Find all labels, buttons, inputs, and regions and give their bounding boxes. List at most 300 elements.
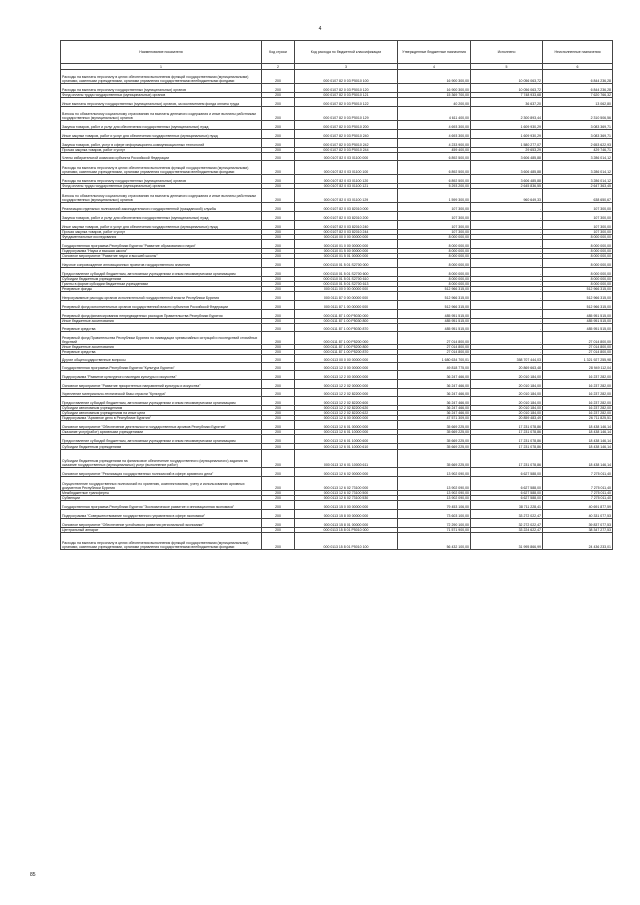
row-classification-code: 000 0113 12 6 01 10000 600 xyxy=(295,435,398,444)
table-row xyxy=(61,259,613,268)
row-code: 200 xyxy=(262,254,295,259)
row-name: Расходы на выплаты персоналу в целях обеспечения выполнения функций государственными (муниципальными) органами, казенными учреждениями, органами управления государственными внебюджетными фондами xyxy=(61,70,262,84)
row-classification-code: 000 0113 00 0 00 00000 000 xyxy=(295,355,398,363)
row-code: 200 xyxy=(262,450,295,468)
row-code: 200 xyxy=(262,363,295,371)
row-name: Подпрограмма "Совершенствование государственного управления в сфере экономики" xyxy=(61,510,262,519)
row-remaining: 485 951 515,00 xyxy=(543,324,613,332)
row-code: 200 xyxy=(262,221,295,230)
row-remaining: 16 237 282,00 xyxy=(543,397,613,406)
row-remaining: 8 000 000,00 xyxy=(543,240,613,249)
row-approved: 35 669 225,00 xyxy=(398,421,471,430)
row-executed: 33 272 022,47 xyxy=(471,510,543,519)
row-name: Гранты в форме субсидии бюджетным учреждениям xyxy=(61,282,262,287)
row-classification-code: 000 0107 82 0 03 Р5010 240 xyxy=(295,130,398,139)
row-classification-code: 000 0111 87 1 00 Р5200 000 xyxy=(295,332,398,345)
row-code: 200 xyxy=(262,435,295,444)
table-row xyxy=(61,468,613,477)
row-name: Реализация отдельных полномочий законодательного государственной (гражданской) службы xyxy=(61,203,262,212)
row-remaining: 27 014 800,00 xyxy=(543,345,613,350)
row-remaining: 18 438 146,14 xyxy=(543,430,613,435)
row-approved: 27 014 800,00 xyxy=(398,345,471,350)
row-remaining: 40 691 877,59 xyxy=(543,501,613,510)
row-approved: 8 000 000,00 xyxy=(398,259,471,268)
row-approved: 36 247 466,00 xyxy=(398,380,471,389)
row-executed: 3 606 485,88 xyxy=(471,161,543,175)
table-header-row xyxy=(61,41,613,64)
row-remaining: 16 237 282,00 xyxy=(543,406,613,411)
row-classification-code: 000 0107 82 0 03 82010 240 xyxy=(295,221,398,230)
row-code: 200 xyxy=(262,287,295,292)
row-remaining: 39 837 077,53 xyxy=(543,519,613,528)
row-code: 200 xyxy=(262,98,295,107)
table-row xyxy=(61,435,613,444)
row-executed: 36 637,20 xyxy=(471,98,543,107)
row-name: Основное мероприятие "Реализация государственных полномочий в сфере архивного дела" xyxy=(61,468,262,477)
row-name: Иные бюджетные ассигнования xyxy=(61,345,262,350)
row-approved: 4 693 300,00 xyxy=(398,121,471,130)
row-code: 200 xyxy=(262,477,295,491)
row-executed: 33 224 622,47 xyxy=(471,528,543,533)
row-executed: 2 645 836,55 xyxy=(471,184,543,189)
table-row xyxy=(61,397,613,406)
table-row xyxy=(61,221,613,230)
row-code: 200 xyxy=(262,240,295,249)
table-row xyxy=(61,292,613,301)
row-approved: 36 247 466,00 xyxy=(398,389,471,397)
table-row xyxy=(61,363,613,371)
row-name: Центральный аппарат xyxy=(61,528,262,533)
row-approved: 512 966 315,00 xyxy=(398,301,471,310)
row-executed: - xyxy=(471,282,543,287)
row-remaining: 8 000 000,00 xyxy=(543,259,613,268)
row-executed: 17 231 078,86 xyxy=(471,421,543,430)
table-row xyxy=(61,175,613,184)
table-row xyxy=(61,355,613,363)
row-name: Расходы на выплаты персоналу государственных (муниципальных) органов xyxy=(61,84,262,93)
row-code: 200 xyxy=(262,411,295,416)
row-classification-code: 000 0113 12 6 00 00000 000 xyxy=(295,416,398,421)
row-approved: 27 014 800,00 xyxy=(398,350,471,355)
row-name: Взносы по обязательному социальному страхованию на выплаты денежного содержания и иные выплаты работникам государственных (муниципальных) органов xyxy=(61,189,262,203)
row-approved: 13 902 090,00 xyxy=(398,477,471,491)
table-row xyxy=(61,380,613,389)
row-remaining: 107 300,00 xyxy=(543,221,613,230)
row-name: Закупка товаров, работ и услуг для обеспечения государственных (муниципальных) нужд xyxy=(61,212,262,221)
row-classification-code: 000 0113 12 2 02 82200 600 xyxy=(295,397,398,406)
row-name: Субвенции xyxy=(61,496,262,501)
row-code: 200 xyxy=(262,310,295,319)
row-classification-code: 000 0107 82 0 03 Р5010 120 xyxy=(295,84,398,93)
row-executed: - xyxy=(471,301,543,310)
row-remaining: 7 275 011,40 xyxy=(543,491,613,496)
row-name: Субсидии автономным учреждениям на иные цели xyxy=(61,411,262,416)
row-approved: 13 902 090,00 xyxy=(398,468,471,477)
row-code: 200 xyxy=(262,430,295,435)
row-name: Расходы на выплаты персоналу в целях обеспечения выполнения функций государственными (муниципальными) органами, казенными учреждениями, органами управления государственными внебюджетными фондами xyxy=(61,161,262,175)
row-executed: 17 231 078,86 xyxy=(471,430,543,435)
row-executed: - xyxy=(471,203,543,212)
row-name: Фонд оплаты труда государственных (муниципальных) органов xyxy=(61,184,262,189)
row-remaining: 27 014 800,00 xyxy=(543,332,613,345)
row-approved: 40 200,00 xyxy=(398,98,471,107)
row-name: Иные выплаты персоналу государственных (муниципальных) органов, за исключением фонда оплаты труда xyxy=(61,98,262,107)
table-row xyxy=(61,450,613,468)
table-row xyxy=(61,416,613,421)
table-row xyxy=(61,212,613,221)
row-name: Субсидии бюджетным учреждениям xyxy=(61,444,262,450)
row-code: 200 xyxy=(262,184,295,189)
row-remaining: 107 300,00 xyxy=(543,230,613,235)
row-executed: - xyxy=(471,324,543,332)
row-remaining: 2 653 622,93 xyxy=(543,139,613,148)
row-classification-code: 000 0111 87 1 00 Р5200 870 xyxy=(295,350,398,355)
row-code: 200 xyxy=(262,491,295,496)
header-approved: Утвержденные бюджетные назначения xyxy=(398,41,471,64)
row-classification-code: 000 0107 82 0 03 Р5010 122 xyxy=(295,98,398,107)
row-remaining: 26 711 825,51 xyxy=(543,416,613,421)
row-name: Иные закупки товаров, работ и услуг для обеспечения государственных (муниципальных) нужд xyxy=(61,130,262,139)
row-remaining: 18 438 146,14 xyxy=(543,450,613,468)
row-executed: - xyxy=(471,259,543,268)
row-remaining: 7 275 011,40 xyxy=(543,477,613,491)
row-name: Резервные фонды xyxy=(61,287,262,292)
row-executed: - xyxy=(471,319,543,324)
row-executed: - xyxy=(471,249,543,254)
table-row xyxy=(61,203,613,212)
row-classification-code: 000 0113 12 0 00 00000 000 xyxy=(295,363,398,371)
row-classification-code: 000 0111 87 1 00 00000 000 xyxy=(295,301,398,310)
row-executed: 20 869 663,48 xyxy=(471,363,543,371)
row-code: 200 xyxy=(262,282,295,287)
row-approved: 8 000 000,00 xyxy=(398,235,471,240)
table-row xyxy=(61,240,613,249)
table-row xyxy=(61,411,613,416)
row-code: 200 xyxy=(262,212,295,221)
row-code: 200 xyxy=(262,189,295,203)
row-name: Резервные средства xyxy=(61,324,262,332)
row-approved: 485 951 515,00 xyxy=(398,310,471,319)
row-executed: 17 231 078,86 xyxy=(471,435,543,444)
row-name: Расходы на выплаты персоналу государственных (муниципальных) органов xyxy=(61,175,262,184)
table-row xyxy=(61,301,613,310)
row-executed: 3 606 485,88 xyxy=(471,153,543,161)
row-name: Оказание услуг(работ) архивными учреждениями xyxy=(61,430,262,435)
row-approved: 4 693 300,00 xyxy=(398,130,471,139)
row-executed: 20 010 184,00 xyxy=(471,380,543,389)
row-executed: - xyxy=(471,240,543,249)
row-remaining: 8 000 000,00 xyxy=(543,282,613,287)
row-name: Прочая закупка товаров, работ и услуг xyxy=(61,230,262,235)
row-classification-code: 000 0113 15 8 01 Р5010 000 xyxy=(295,528,398,533)
row-code: 200 xyxy=(262,468,295,477)
row-code: 200 xyxy=(262,107,295,121)
row-approved: 36 247 466,00 xyxy=(398,406,471,411)
row-code: 200 xyxy=(262,301,295,310)
row-name: Взносы по обязательному социальному страхованию на выплаты денежного содержания и иные выплаты работникам государственных (муниципальных) органов xyxy=(61,107,262,121)
row-remaining: 18 438 146,14 xyxy=(543,444,613,450)
row-executed: - xyxy=(471,310,543,319)
row-classification-code: 000 0113 12 6 02 73100 530 xyxy=(295,496,398,501)
row-classification-code: 000 0110 01 5 01 00000 000 xyxy=(295,254,398,259)
row-approved: 16 900 300,00 xyxy=(398,70,471,84)
row-approved: 6 892 500,00 xyxy=(398,161,471,175)
row-executed: 6 627 588,00 xyxy=(471,496,543,501)
table-row xyxy=(61,510,613,519)
row-remaining: 7 275 011,40 xyxy=(543,496,613,501)
row-name: Непрограммные расходы органов исполнительной государственной власти Республики Бурятия xyxy=(61,292,262,301)
table-row xyxy=(61,84,613,93)
row-approved: 47 571 309,00 xyxy=(398,416,471,421)
row-name: Осуществление государственных полномочий по хранению, комплектованию, учету и использованию архивных документов Республики Бурятия xyxy=(61,477,262,491)
row-classification-code: 000 0111 87 1 00 Р5030 870 xyxy=(295,324,398,332)
row-executed: 10 056 063,72 xyxy=(471,70,543,84)
table-row xyxy=(61,501,613,510)
table-row xyxy=(61,161,613,175)
row-approved: 8 000 000,00 xyxy=(398,249,471,254)
column-number: 1 xyxy=(61,64,262,70)
column-number: 2 xyxy=(262,64,295,70)
row-code: 200 xyxy=(262,121,295,130)
budget-execution-table xyxy=(60,40,613,550)
row-executed: 20 010 184,00 xyxy=(471,371,543,380)
row-executed: 358 707 444,03 xyxy=(471,355,543,363)
row-classification-code: 000 0107 82 0 03 82010 244 xyxy=(295,230,398,235)
row-executed: 6 627 588,00 xyxy=(471,468,543,477)
row-classification-code: 000 0113 12 6 02 00000 000 xyxy=(295,468,398,477)
table-row xyxy=(61,371,613,380)
row-remaining: 8 000 000,00 xyxy=(543,254,613,259)
row-executed: - xyxy=(471,292,543,301)
row-approved: 36 247 466,00 xyxy=(398,371,471,380)
row-approved: 13 902 090,00 xyxy=(398,496,471,501)
row-classification-code: 000 0110 01 5 01 S2700 613 xyxy=(295,282,398,287)
row-code: 200 xyxy=(262,496,295,501)
row-approved: 4 233 900,00 xyxy=(398,139,471,148)
row-classification-code: 000 0113 12 6 02 73100 500 xyxy=(295,491,398,496)
row-approved: 35 669 225,00 xyxy=(398,444,471,450)
row-name: Субсидии бюджетным учреждениям на финансовое обеспечение государственного (муниципального) задания на оказание государственных (муниципальных) услуг (выполнение работ) xyxy=(61,450,262,468)
row-name: Государственная программа Республики Бурятия "Культура Бурятии" xyxy=(61,363,262,371)
row-remaining: 16 237 282,00 xyxy=(543,380,613,389)
row-remaining: 1 321 927 255,98 xyxy=(543,355,613,363)
row-name: Расходы на выплаты персоналу в целях обеспечения выполнения функций государственными (муниципальными) органами, казенными учреждениями, органами управления государственными внебюджетными фондами xyxy=(61,533,262,550)
row-executed: 7 748 933,68 xyxy=(471,93,543,98)
row-remaining: 107 300,00 xyxy=(543,203,613,212)
table-row xyxy=(61,389,613,397)
row-approved: 8 000 000,00 xyxy=(398,282,471,287)
row-classification-code: 000 0113 12 2 02 00000 000 xyxy=(295,380,398,389)
row-approved: 15 369 700,00 xyxy=(398,93,471,98)
row-classification-code: 000 0111 87 1 00 Р5030 000 xyxy=(295,310,398,319)
row-name: Иные закупки товаров, работ и услуг для обеспечения государственных (муниципальных) нужд xyxy=(61,221,262,230)
row-classification-code: 000 0113 15 8 01 Р5010 100 xyxy=(295,533,398,550)
table-row xyxy=(61,70,613,84)
row-executed: 20 010 184,00 xyxy=(471,406,543,411)
row-executed: - xyxy=(471,212,543,221)
row-approved: 107 300,00 xyxy=(398,203,471,212)
row-name: Укрепление материально-технической базы отрасли "Культура" xyxy=(61,389,262,397)
row-classification-code: 000 0107 82 0 03 01100 121 xyxy=(295,184,398,189)
row-remaining: 3 083 369,71 xyxy=(543,121,613,130)
row-classification-code: 000 0107 82 0 03 Р5010 200 xyxy=(295,121,398,130)
row-code: 200 xyxy=(262,371,295,380)
row-approved: 107 300,00 xyxy=(398,212,471,221)
row-code: 200 xyxy=(262,277,295,282)
row-approved: 8 000 000,00 xyxy=(398,277,471,282)
table-row xyxy=(61,533,613,550)
row-approved: 5 293 200,00 xyxy=(398,184,471,189)
row-remaining: 16 237 282,00 xyxy=(543,371,613,380)
footer-page-number: 85 xyxy=(30,872,36,878)
row-executed: 20 010 184,00 xyxy=(471,397,543,406)
row-classification-code: 000 0113 12 2 02 82200 000 xyxy=(295,389,398,397)
row-executed: 31 995 866,99 xyxy=(471,533,543,550)
row-executed: 17 231 078,86 xyxy=(471,450,543,468)
row-code: 200 xyxy=(262,148,295,153)
row-code: 200 xyxy=(262,380,295,389)
row-code: 200 xyxy=(262,70,295,84)
row-remaining: 13 062,80 xyxy=(543,98,613,107)
column-number: 3 xyxy=(295,64,398,70)
row-executed: 20 010 184,00 xyxy=(471,411,543,416)
row-remaining: 638 650,67 xyxy=(543,189,613,203)
row-name: Подпрограмма "Наука и высшая школа" xyxy=(61,249,262,254)
row-classification-code: 000 0107 82 0 03 01100 120 xyxy=(295,175,398,184)
row-classification-code: 000 0107 82 0 03 01100 100 xyxy=(295,161,398,175)
row-remaining: 512 966 315,00 xyxy=(543,287,613,292)
row-approved: 13 902 090,00 xyxy=(398,491,471,496)
header-executed: Исполнено xyxy=(471,41,543,64)
row-name: Прочая закупка товаров, работ и услуг xyxy=(61,148,262,153)
row-classification-code: 000 0107 82 0 03 Р5010 129 xyxy=(295,107,398,121)
row-remaining: 429 746,71 xyxy=(543,148,613,153)
row-approved: 27 014 800,00 xyxy=(398,332,471,345)
row-classification-code: 000 0113 12 6 02 73100 000 xyxy=(295,477,398,491)
row-classification-code: 000 0113 15 8 00 00000 000 xyxy=(295,510,398,519)
row-remaining: 512 966 315,00 xyxy=(543,292,613,301)
row-code: 200 xyxy=(262,533,295,550)
row-classification-code: 000 0113 12 6 01 10000 611 xyxy=(295,450,398,468)
row-remaining: 6 844 236,28 xyxy=(543,70,613,84)
row-remaining: 16 237 282,00 xyxy=(543,389,613,397)
header-name: Наименование показателя xyxy=(61,41,262,64)
row-name: Фундаментальные исследования xyxy=(61,235,262,240)
header-code: Код строки xyxy=(262,41,295,64)
row-name: Государственная программа Республики Бурятия "Экономическое развитие и инновационная экономика" xyxy=(61,501,262,510)
row-remaining: 27 014 800,00 xyxy=(543,350,613,355)
row-classification-code: 000 0110 00 0 00 00000 000 xyxy=(295,235,398,240)
row-executed: - xyxy=(471,287,543,292)
row-name: Закупка товаров, работ и услуг для обеспечения государственных (муниципальных) нужд xyxy=(61,121,262,130)
row-classification-code: 000 0107 82 0 03 82010 000 xyxy=(295,203,398,212)
table-row xyxy=(61,107,613,121)
row-name: Научное сопровождение инновационных проектов государственного значения xyxy=(61,259,262,268)
table-row xyxy=(61,139,613,148)
row-name: Подпрограмма "Развитие культурного наследия культуры и искусства" xyxy=(61,371,262,380)
row-approved: 459 400,00 xyxy=(398,148,471,153)
row-code: 200 xyxy=(262,528,295,533)
row-approved: 35 669 225,00 xyxy=(398,435,471,444)
row-name: Межбюджетные трансферты xyxy=(61,491,262,496)
row-classification-code: 000 0113 15 8 01 00000 000 xyxy=(295,519,398,528)
row-name: Иные бюджетные ассигнования xyxy=(61,319,262,324)
row-name: Основное мероприятие "Обеспечение деятельности государственных архивов Республики Бурятия" xyxy=(61,421,262,430)
row-code: 200 xyxy=(262,230,295,235)
row-name: Субсидии автономным учреждениям xyxy=(61,406,262,411)
row-executed: 20 010 184,00 xyxy=(471,389,543,397)
row-classification-code: 000 0107 82 0 03 Р5010 100 xyxy=(295,70,398,84)
row-approved: 512 966 315,00 xyxy=(398,292,471,301)
row-code: 200 xyxy=(262,421,295,430)
row-executed: 2 300 893,44 xyxy=(471,107,543,121)
row-remaining: 3 286 014,12 xyxy=(543,175,613,184)
row-classification-code: 000 0110 01 5 00 00000 000 xyxy=(295,249,398,254)
row-remaining: 3 083 369,71 xyxy=(543,130,613,139)
row-code: 200 xyxy=(262,355,295,363)
table-row xyxy=(61,130,613,139)
row-executed: 6 627 588,00 xyxy=(471,477,543,491)
row-code: 200 xyxy=(262,416,295,421)
row-classification-code: 000 0107 82 0 03 Р5010 242 xyxy=(295,139,398,148)
row-name: Резервные средства xyxy=(61,350,262,355)
row-classification-code: 000 0111 87 1 00 Р5030 800 xyxy=(295,319,398,324)
row-approved: 8 000 000,00 xyxy=(398,268,471,277)
page-number: 4 xyxy=(318,26,322,32)
row-classification-code: 000 0113 12 2 02 82200 620 xyxy=(295,406,398,411)
row-code: 200 xyxy=(262,249,295,254)
row-remaining: 2 310 506,56 xyxy=(543,107,613,121)
row-executed: - xyxy=(471,345,543,350)
row-approved: 71 571 900,00 xyxy=(398,528,471,533)
row-code: 200 xyxy=(262,139,295,148)
row-executed: - xyxy=(471,332,543,345)
row-executed: 20 859 483,49 xyxy=(471,416,543,421)
row-remaining: 28 949 112,04 xyxy=(543,363,613,371)
row-approved: 4 611 400,00 xyxy=(398,107,471,121)
row-approved: 6 892 500,00 xyxy=(398,175,471,184)
row-approved: 49 818 775,00 xyxy=(398,363,471,371)
row-executed: 17 231 078,86 xyxy=(471,444,543,450)
row-remaining: 3 286 014,12 xyxy=(543,153,613,161)
row-executed: - xyxy=(471,221,543,230)
row-remaining: 16 237 282,00 xyxy=(543,411,613,416)
row-approved: 485 951 515,00 xyxy=(398,319,471,324)
row-code: 200 xyxy=(262,93,295,98)
row-classification-code: 000 0111 87 1 00 Р5200 800 xyxy=(295,345,398,350)
table-row xyxy=(61,93,613,98)
row-approved: 1 680 634 700,01 xyxy=(398,355,471,363)
row-code: 200 xyxy=(262,324,295,332)
row-name: Предоставление субсидий бюджетным, автономным учреждениям и иным некоммерческим организациям xyxy=(61,435,262,444)
table-row xyxy=(61,98,613,107)
row-name: Основное мероприятие "Обеспечение устойчивого развития региональной экономики" xyxy=(61,519,262,528)
row-code: 200 xyxy=(262,345,295,350)
row-remaining: 512 966 315,00 xyxy=(543,301,613,310)
table-body xyxy=(61,70,613,550)
table-row xyxy=(61,184,613,189)
row-name: Другие общегосударственные вопросы xyxy=(61,355,262,363)
row-code: 200 xyxy=(262,175,295,184)
row-remaining: 6 844 236,28 xyxy=(543,84,613,93)
row-classification-code: 000 0107 82 0 03 Р5010 121 xyxy=(295,93,398,98)
row-name: Предоставление субсидий бюджетным, автономным учреждениям и иным некоммерческим организациям xyxy=(61,397,262,406)
row-name: Члены избирательной комиссии субъекта Российской Федерации xyxy=(61,153,262,161)
row-approved: 16 900 300,00 xyxy=(398,84,471,93)
row-executed: - xyxy=(471,230,543,235)
row-classification-code: 000 0111 87 0 00 00000 000 xyxy=(295,292,398,301)
row-executed: 1 609 930,29 xyxy=(471,121,543,130)
